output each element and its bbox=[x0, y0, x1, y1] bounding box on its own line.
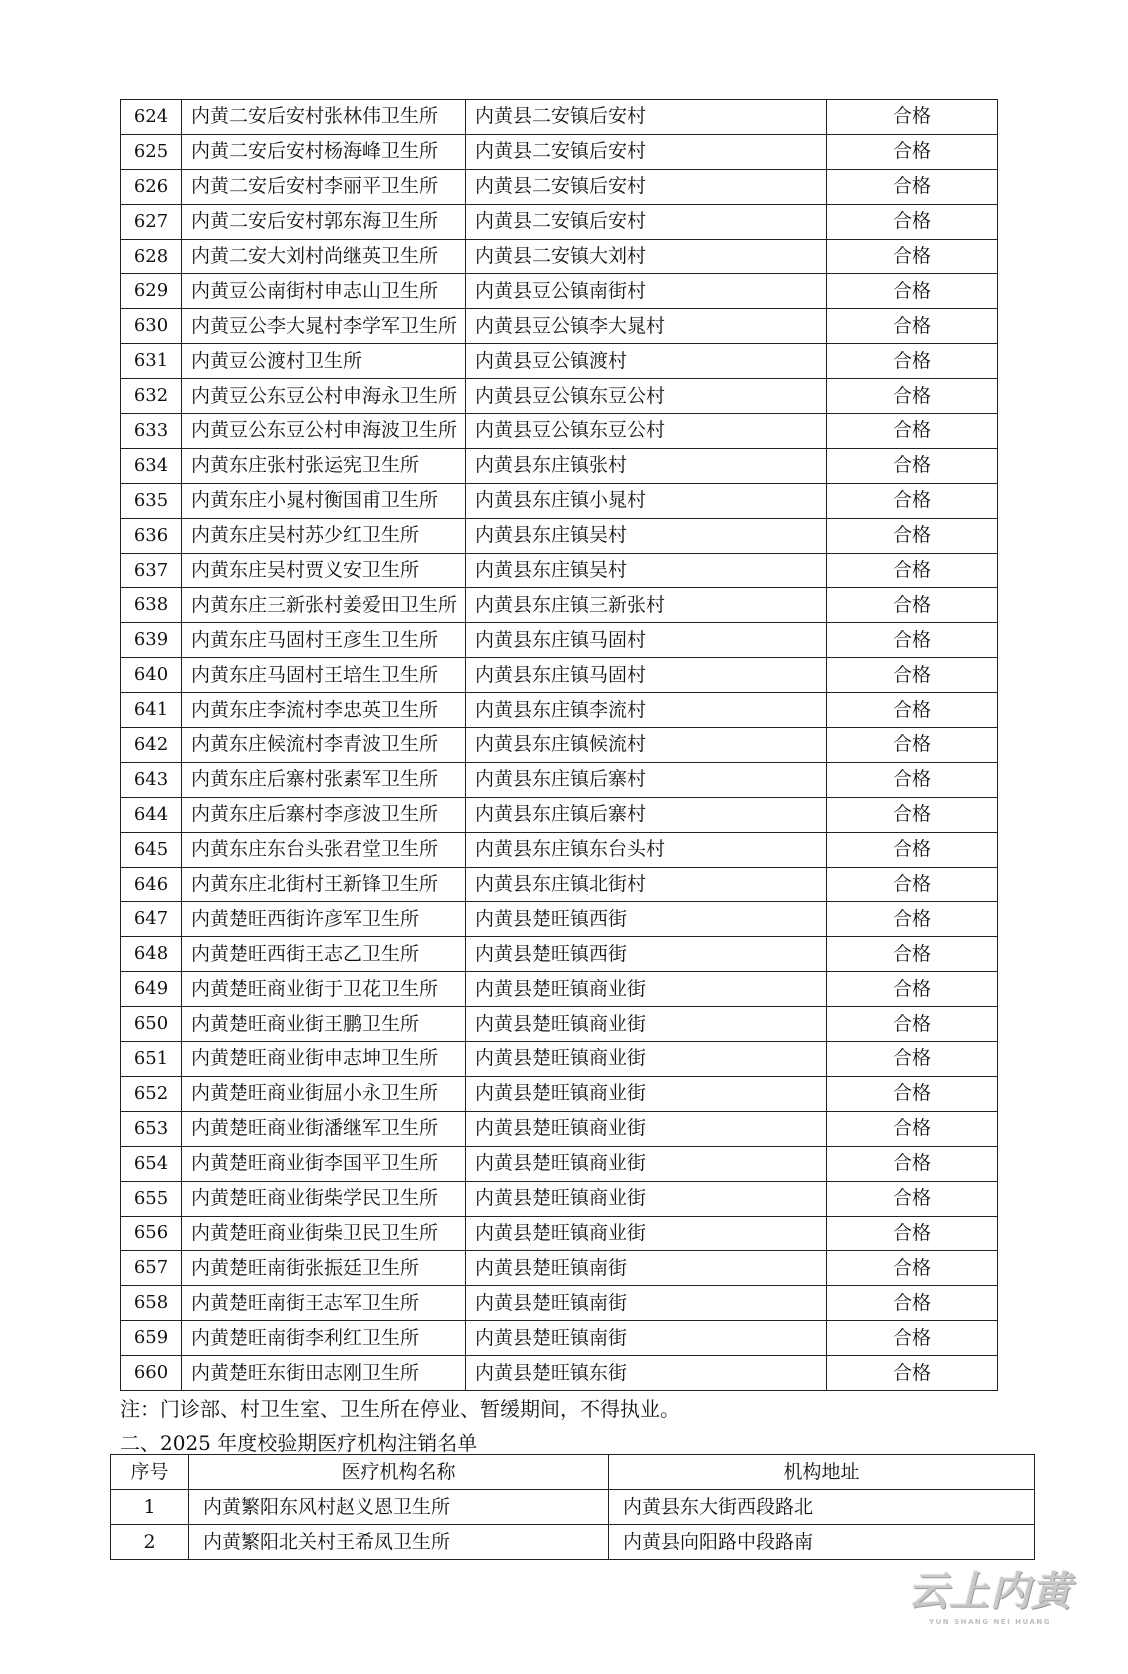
result-cell: 合格 bbox=[827, 100, 998, 135]
table-row bbox=[121, 379, 998, 414]
clinic-address-cell: 内黄县东庄镇东台头村 bbox=[466, 832, 827, 867]
table-row bbox=[121, 797, 998, 832]
serial-cell: 641 bbox=[121, 693, 182, 728]
table-row bbox=[121, 1042, 998, 1077]
result-cell: 合格 bbox=[827, 693, 998, 728]
clinic-name-cell: 内黄二安大刘村尚继英卫生所 bbox=[182, 239, 466, 274]
serial-cell: 648 bbox=[121, 937, 182, 972]
qualified-clinics-table bbox=[120, 99, 998, 1391]
table-row bbox=[121, 134, 998, 169]
clinic-name-cell: 内黄东庄吴村苏少红卫生所 bbox=[182, 518, 466, 553]
clinic-address-cell: 内黄县楚旺镇南街 bbox=[466, 1251, 827, 1286]
clinic-name-cell: 内黄楚旺西街王志乙卫生所 bbox=[182, 937, 466, 972]
result-cell: 合格 bbox=[827, 1216, 998, 1251]
serial-cell: 655 bbox=[121, 1181, 182, 1216]
clinic-name-cell: 内黄东庄东台头张君堂卫生所 bbox=[182, 832, 466, 867]
table-row bbox=[121, 832, 998, 867]
result-cell: 合格 bbox=[827, 658, 998, 693]
table-row bbox=[111, 1490, 1035, 1525]
clinic-name-cell: 内黄东庄李流村李忠英卫生所 bbox=[182, 693, 466, 728]
clinic-address-cell: 内黄县楚旺镇商业街 bbox=[466, 1042, 827, 1077]
watermark-logo bbox=[908, 1560, 1072, 1626]
clinic-address-cell: 内黄县二安镇后安村 bbox=[466, 169, 827, 204]
table-row bbox=[121, 414, 998, 449]
result-cell: 合格 bbox=[827, 937, 998, 972]
result-cell: 合格 bbox=[827, 1356, 998, 1391]
clinic-name-cell: 内黄二安后安村张林伟卫生所 bbox=[182, 100, 466, 135]
cancelled-clinics-table bbox=[110, 1454, 1035, 1560]
clinic-name-cell: 内黄楚旺商业街王鹏卫生所 bbox=[182, 1007, 466, 1042]
clinic-address-cell: 内黄县东庄镇三新张村 bbox=[466, 588, 827, 623]
column-header-institution-name: 医疗机构名称 bbox=[189, 1455, 609, 1490]
institution-address-cell: 内黄县向阳路中段路南 bbox=[609, 1525, 1035, 1560]
result-cell: 合格 bbox=[827, 344, 998, 379]
clinic-address-cell: 内黄县楚旺镇南街 bbox=[466, 1286, 827, 1321]
table-row bbox=[121, 623, 998, 658]
suspension-note: 注：门诊部、村卫生室、卫生所在停业、暂缓期间，不得执业。 bbox=[120, 1397, 680, 1421]
result-cell: 合格 bbox=[827, 239, 998, 274]
column-header-serial: 序号 bbox=[111, 1455, 189, 1490]
result-cell: 合格 bbox=[827, 169, 998, 204]
table-row bbox=[121, 1181, 998, 1216]
serial-cell: 660 bbox=[121, 1356, 182, 1391]
column-header-institution-address: 机构地址 bbox=[609, 1455, 1035, 1490]
clinic-name-cell: 内黄楚旺商业街屈小永卫生所 bbox=[182, 1076, 466, 1111]
section-heading bbox=[120, 1427, 477, 1456]
serial-cell: 654 bbox=[121, 1146, 182, 1181]
clinic-name-cell: 内黄楚旺商业街柴学民卫生所 bbox=[182, 1181, 466, 1216]
qualified-clinics-table-body bbox=[121, 100, 998, 1391]
clinic-address-cell: 内黄县二安镇后安村 bbox=[466, 100, 827, 135]
clinic-name-cell: 内黄豆公渡村卫生所 bbox=[182, 344, 466, 379]
result-cell: 合格 bbox=[827, 483, 998, 518]
table-row bbox=[121, 693, 998, 728]
clinic-address-cell: 内黄县楚旺镇东街 bbox=[466, 1356, 827, 1391]
table-row bbox=[121, 1146, 998, 1181]
clinic-address-cell: 内黄县东庄镇马固村 bbox=[466, 623, 827, 658]
table-row bbox=[121, 1286, 998, 1321]
clinic-name-cell: 内黄楚旺商业街潘继军卫生所 bbox=[182, 1111, 466, 1146]
clinic-address-cell: 内黄县豆公镇南街村 bbox=[466, 274, 827, 309]
result-cell: 合格 bbox=[827, 274, 998, 309]
clinic-name-cell: 内黄东庄三新张村姜爱田卫生所 bbox=[182, 588, 466, 623]
clinic-address-cell: 内黄县东庄镇后寨村 bbox=[466, 762, 827, 797]
clinic-name-cell: 内黄豆公南街村申志山卫生所 bbox=[182, 274, 466, 309]
clinic-name-cell: 内黄楚旺商业街李国平卫生所 bbox=[182, 1146, 466, 1181]
result-cell: 合格 bbox=[827, 867, 998, 902]
serial-cell: 652 bbox=[121, 1076, 182, 1111]
serial-cell: 646 bbox=[121, 867, 182, 902]
serial-cell: 638 bbox=[121, 588, 182, 623]
clinic-name-cell: 内黄东庄后寨村李彦波卫生所 bbox=[182, 797, 466, 832]
serial-cell: 649 bbox=[121, 972, 182, 1007]
institution-address-cell: 内黄县东大街西段路北 bbox=[609, 1490, 1035, 1525]
serial-cell: 645 bbox=[121, 832, 182, 867]
table-row bbox=[121, 204, 998, 239]
serial-cell: 650 bbox=[121, 1007, 182, 1042]
table-row bbox=[121, 448, 998, 483]
clinic-address-cell: 内黄县楚旺镇西街 bbox=[466, 937, 827, 972]
clinic-name-cell: 内黄东庄张村张运宪卫生所 bbox=[182, 448, 466, 483]
clinic-address-cell: 内黄县豆公镇渡村 bbox=[466, 344, 827, 379]
watermark-main-text: 云上内黄 bbox=[908, 1569, 1072, 1615]
result-cell: 合格 bbox=[827, 623, 998, 658]
result-cell: 合格 bbox=[827, 762, 998, 797]
clinic-address-cell: 内黄县东庄镇候流村 bbox=[466, 728, 827, 763]
table-row bbox=[121, 1251, 998, 1286]
clinic-name-cell: 内黄东庄北街村王新锋卫生所 bbox=[182, 867, 466, 902]
clinic-name-cell: 内黄东庄后寨村张素军卫生所 bbox=[182, 762, 466, 797]
section-heading-prefix: 二、 bbox=[120, 1431, 160, 1455]
table-row bbox=[121, 169, 998, 204]
serial-cell: 633 bbox=[121, 414, 182, 449]
clinic-name-cell: 内黄东庄马固村王彦生卫生所 bbox=[182, 623, 466, 658]
serial-cell: 1 bbox=[111, 1490, 189, 1525]
result-cell: 合格 bbox=[827, 1251, 998, 1286]
clinic-address-cell: 内黄县楚旺镇商业街 bbox=[466, 1076, 827, 1111]
result-cell: 合格 bbox=[827, 1321, 998, 1356]
serial-cell: 624 bbox=[121, 100, 182, 135]
result-cell: 合格 bbox=[827, 728, 998, 763]
table-row bbox=[121, 309, 998, 344]
result-cell: 合格 bbox=[827, 134, 998, 169]
clinic-address-cell: 内黄县东庄镇小晁村 bbox=[466, 483, 827, 518]
clinic-address-cell: 内黄县东庄镇李流村 bbox=[466, 693, 827, 728]
result-cell: 合格 bbox=[827, 1286, 998, 1321]
serial-cell: 659 bbox=[121, 1321, 182, 1356]
result-cell: 合格 bbox=[827, 1111, 998, 1146]
table-row bbox=[121, 937, 998, 972]
clinic-name-cell: 内黄楚旺商业街申志坤卫生所 bbox=[182, 1042, 466, 1077]
table-row bbox=[121, 728, 998, 763]
serial-cell: 636 bbox=[121, 518, 182, 553]
clinic-address-cell: 内黄县二安镇后安村 bbox=[466, 134, 827, 169]
table-row bbox=[121, 274, 998, 309]
clinic-address-cell: 内黄县楚旺镇南街 bbox=[466, 1321, 827, 1356]
clinic-name-cell: 内黄楚旺东街田志刚卫生所 bbox=[182, 1356, 466, 1391]
serial-cell: 653 bbox=[121, 1111, 182, 1146]
clinic-address-cell: 内黄县楚旺镇商业街 bbox=[466, 1216, 827, 1251]
clinic-name-cell: 内黄楚旺商业街柴卫民卫生所 bbox=[182, 1216, 466, 1251]
clinic-name-cell: 内黄楚旺南街王志军卫生所 bbox=[182, 1286, 466, 1321]
clinic-address-cell: 内黄县东庄镇北街村 bbox=[466, 867, 827, 902]
table-row bbox=[121, 658, 998, 693]
table-row bbox=[121, 483, 998, 518]
clinic-name-cell: 内黄豆公东豆公村申海波卫生所 bbox=[182, 414, 466, 449]
clinic-name-cell: 内黄二安后安村杨海峰卫生所 bbox=[182, 134, 466, 169]
clinic-address-cell: 内黄县楚旺镇商业街 bbox=[466, 1111, 827, 1146]
result-cell: 合格 bbox=[827, 902, 998, 937]
serial-cell: 629 bbox=[121, 274, 182, 309]
clinic-name-cell: 内黄楚旺商业街于卫花卫生所 bbox=[182, 972, 466, 1007]
result-cell: 合格 bbox=[827, 832, 998, 867]
clinic-name-cell: 内黄东庄候流村李青波卫生所 bbox=[182, 728, 466, 763]
clinic-name-cell: 内黄二安后安村郭东海卫生所 bbox=[182, 204, 466, 239]
table-row bbox=[121, 1216, 998, 1251]
serial-cell: 631 bbox=[121, 344, 182, 379]
table-row bbox=[111, 1525, 1035, 1560]
table-row bbox=[121, 100, 998, 135]
result-cell: 合格 bbox=[827, 448, 998, 483]
clinic-address-cell: 内黄县楚旺镇商业街 bbox=[466, 1146, 827, 1181]
serial-cell: 642 bbox=[121, 728, 182, 763]
cancelled-table-header-row bbox=[111, 1455, 1035, 1490]
serial-cell: 635 bbox=[121, 483, 182, 518]
result-cell: 合格 bbox=[827, 1146, 998, 1181]
clinic-name-cell: 内黄楚旺南街张振廷卫生所 bbox=[182, 1251, 466, 1286]
clinic-address-cell: 内黄县东庄镇后寨村 bbox=[466, 797, 827, 832]
table-row bbox=[121, 518, 998, 553]
table-row bbox=[121, 1076, 998, 1111]
clinic-name-cell: 内黄楚旺南街李利红卫生所 bbox=[182, 1321, 466, 1356]
serial-cell: 658 bbox=[121, 1286, 182, 1321]
section-heading-title: 年度校验期医疗机构注销名单 bbox=[210, 1431, 478, 1455]
clinic-address-cell: 内黄县楚旺镇商业街 bbox=[466, 1007, 827, 1042]
result-cell: 合格 bbox=[827, 797, 998, 832]
table-row bbox=[121, 1356, 998, 1391]
serial-cell: 637 bbox=[121, 553, 182, 588]
clinic-name-cell: 内黄豆公李大晁村李学军卫生所 bbox=[182, 309, 466, 344]
result-cell: 合格 bbox=[827, 1042, 998, 1077]
clinic-name-cell: 内黄楚旺西街许彦军卫生所 bbox=[182, 902, 466, 937]
clinic-address-cell: 内黄县东庄镇吴村 bbox=[466, 518, 827, 553]
result-cell: 合格 bbox=[827, 553, 998, 588]
table-row bbox=[121, 588, 998, 623]
table-row bbox=[121, 902, 998, 937]
serial-cell: 644 bbox=[121, 797, 182, 832]
clinic-address-cell: 内黄县二安镇大刘村 bbox=[466, 239, 827, 274]
institution-name-cell: 内黄繁阳北关村王希凤卫生所 bbox=[189, 1525, 609, 1560]
serial-cell: 657 bbox=[121, 1251, 182, 1286]
serial-cell: 640 bbox=[121, 658, 182, 693]
serial-cell: 632 bbox=[121, 379, 182, 414]
table-row bbox=[121, 1007, 998, 1042]
result-cell: 合格 bbox=[827, 309, 998, 344]
clinic-name-cell: 内黄东庄小晁村衡国甫卫生所 bbox=[182, 483, 466, 518]
clinic-address-cell: 内黄县豆公镇东豆公村 bbox=[466, 379, 827, 414]
table-row bbox=[121, 344, 998, 379]
result-cell: 合格 bbox=[827, 1181, 998, 1216]
clinic-name-cell: 内黄豆公东豆公村申海永卫生所 bbox=[182, 379, 466, 414]
clinic-address-cell: 内黄县东庄镇张村 bbox=[466, 448, 827, 483]
clinic-address-cell: 内黄县豆公镇李大晁村 bbox=[466, 309, 827, 344]
result-cell: 合格 bbox=[827, 204, 998, 239]
clinic-name-cell: 内黄东庄吴村贾义安卫生所 bbox=[182, 553, 466, 588]
clinic-name-cell: 内黄二安后安村李丽平卫生所 bbox=[182, 169, 466, 204]
section-heading-year: 2025 bbox=[160, 1431, 211, 1455]
table-row bbox=[121, 239, 998, 274]
table-row bbox=[121, 867, 998, 902]
table-row bbox=[121, 1321, 998, 1356]
serial-cell: 647 bbox=[121, 902, 182, 937]
clinic-address-cell: 内黄县东庄镇马固村 bbox=[466, 658, 827, 693]
result-cell: 合格 bbox=[827, 588, 998, 623]
serial-cell: 639 bbox=[121, 623, 182, 658]
serial-cell: 628 bbox=[121, 239, 182, 274]
table-row bbox=[121, 762, 998, 797]
clinic-address-cell: 内黄县楚旺镇商业街 bbox=[466, 1181, 827, 1216]
result-cell: 合格 bbox=[827, 518, 998, 553]
result-cell: 合格 bbox=[827, 379, 998, 414]
clinic-name-cell: 内黄东庄马固村王培生卫生所 bbox=[182, 658, 466, 693]
result-cell: 合格 bbox=[827, 414, 998, 449]
table-row bbox=[121, 972, 998, 1007]
result-cell: 合格 bbox=[827, 1007, 998, 1042]
serial-cell: 625 bbox=[121, 134, 182, 169]
serial-cell: 651 bbox=[121, 1042, 182, 1077]
result-cell: 合格 bbox=[827, 972, 998, 1007]
serial-cell: 627 bbox=[121, 204, 182, 239]
clinic-address-cell: 内黄县楚旺镇西街 bbox=[466, 902, 827, 937]
clinic-address-cell: 内黄县豆公镇东豆公村 bbox=[466, 414, 827, 449]
clinic-address-cell: 内黄县东庄镇吴村 bbox=[466, 553, 827, 588]
clinic-address-cell: 内黄县二安镇后安村 bbox=[466, 204, 827, 239]
clinic-address-cell: 内黄县楚旺镇商业街 bbox=[466, 972, 827, 1007]
table-row bbox=[121, 553, 998, 588]
table-row bbox=[121, 1111, 998, 1146]
watermark-sub-text: YUN SHANG NEI HUANG bbox=[929, 1618, 1051, 1626]
serial-cell: 630 bbox=[121, 309, 182, 344]
serial-cell: 626 bbox=[121, 169, 182, 204]
serial-cell: 643 bbox=[121, 762, 182, 797]
institution-name-cell: 内黄繁阳东风村赵义恩卫生所 bbox=[189, 1490, 609, 1525]
serial-cell: 634 bbox=[121, 448, 182, 483]
serial-cell: 2 bbox=[111, 1525, 189, 1560]
result-cell: 合格 bbox=[827, 1076, 998, 1111]
serial-cell: 656 bbox=[121, 1216, 182, 1251]
